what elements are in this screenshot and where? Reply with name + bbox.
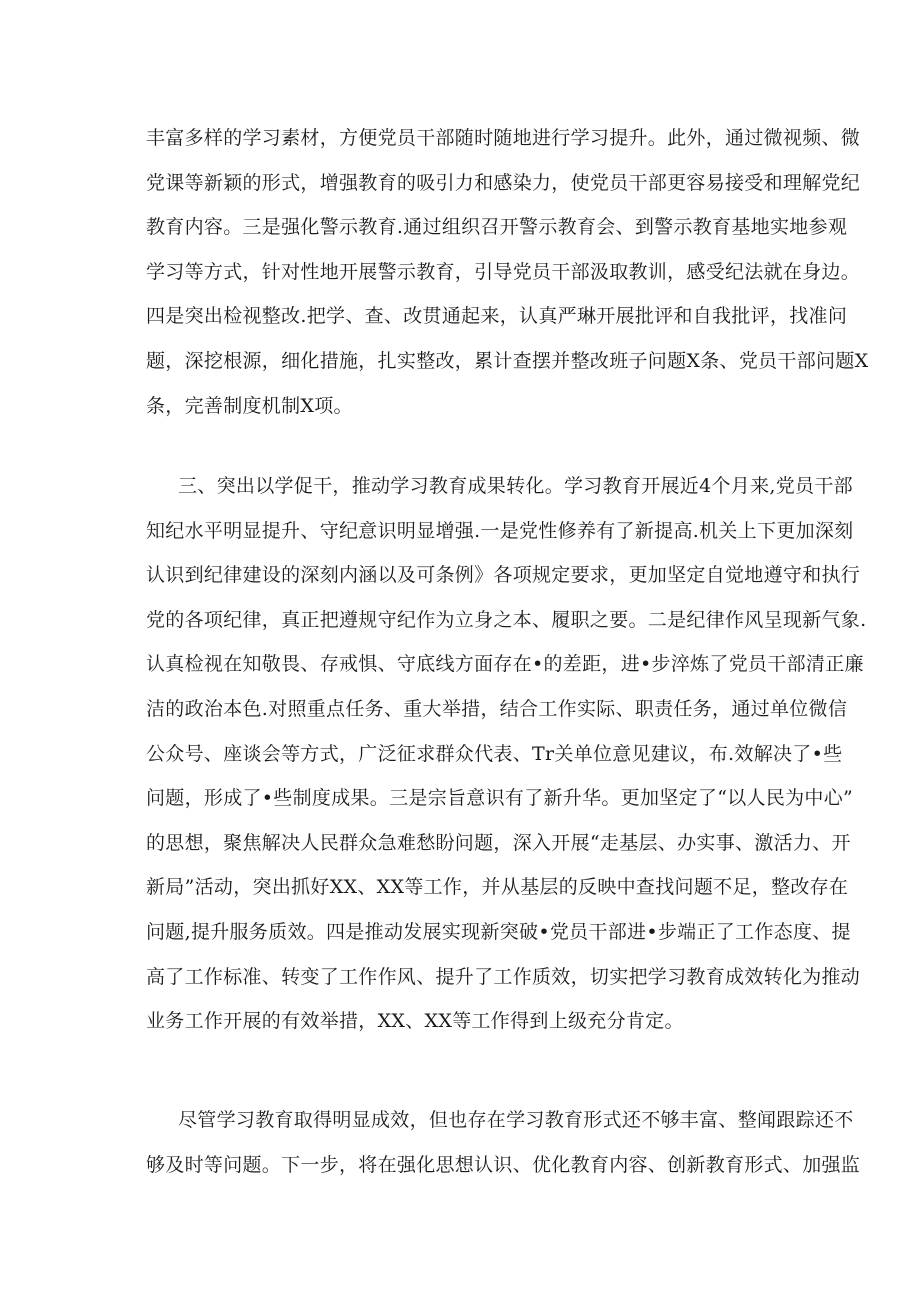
text-line: 尽管学习教育取得明显成效，但也存在学习教育形式还不够丰富、整闻跟踪还不 xyxy=(178,1109,854,1131)
text-line: 高了工作标准、转变了工作作风、提升了工作质效，切实把学习教育成效转化为推动 xyxy=(146,965,861,988)
text-line: 丰富多样的学习素材，方便党员干部随时随地进行学习提升。此外，通过微视频、微 xyxy=(146,127,861,149)
text-line: 条，完善制度机制X项。 xyxy=(146,394,353,417)
text-line: 题，深挖根源，细化措施，扎实整改，累计查摆并整改班子问题X条、党员干部问题X xyxy=(146,349,869,372)
text-line: 三、突出以学促干，推动学习教育成果转化。学习教育开展近4个月来,党员干部 xyxy=(178,475,853,497)
text-line: 够及时等问题。下一步，将在强化思想认识、优化教育内容、创新教育形式、加强监 xyxy=(146,1153,861,1176)
text-line: 教育内容。三是强化警示教育.通过组织召开警示教育会、到警示教育基地实地参观 xyxy=(146,216,848,239)
text-line: 学习等方式，针对性地开展警示教育，引导党员干部汲取教训，感受纪法就在身边。 xyxy=(146,260,861,283)
text-line: 认识到纪律建设的深刻内涵以及可条例》各项规定要求，更加坚定自觉地遵守和执行 xyxy=(146,564,861,587)
text-line: 问题,提升服务质效。四是推动发展实现新突破•党员干部进•步端正了工作态度、提 xyxy=(146,920,851,943)
text-line: 洁的政治本色.对照重点任务、重大举措，结合工作实际、职责任务，通过单位微信 xyxy=(146,697,848,720)
text-line: 党的各项纪律，真正把遵规守纪作为立身之本、履职之要。二是纪律作风呈现新气象. xyxy=(146,608,867,631)
text-line: 问题，形成了•些制度成果。三是宗旨意识有了新升华。更加坚定了“以人民为中心” xyxy=(146,787,854,810)
paragraph-3 xyxy=(146,1098,861,1187)
text-line: 新局”活动，突出抓好XX、XX等工作，并从基层的反映中查找问题不足，整改存在 xyxy=(146,876,849,899)
text-line: 公众号、座谈会等方式，广泛征求群众代表、Tr关单位意见建议，布.效解决了•些 xyxy=(146,742,843,765)
text-line: 的思想，聚焦解决人民群众急难愁盼问题，深入开展“走基层、办实事、激活力、开 xyxy=(146,831,851,854)
text-line: 党课等新颖的形式，增强教育的吸引力和感染力，使党员干部更容易接受和理解党纪 xyxy=(146,171,861,194)
paragraph-1 xyxy=(146,116,869,428)
text-line: 业务工作开展的有效举措，XX、XX等工作得到上级充分肯定。 xyxy=(146,1010,684,1033)
text-line: 知纪水平明显提升、守纪意识明显增强.一是党性修养有了新提高.机关上下更加深刻 xyxy=(146,519,854,542)
paragraph-2 xyxy=(146,464,867,1044)
text-line: 四是突出检视整改.把学、查、改贯通起来，认真严琳开展批评和自我批评，找准问 xyxy=(146,305,848,328)
text-line: 认真检视在知敬畏、存戒惧、守底线方面存在•的差距，进•步淬炼了党员干部清正廉 xyxy=(146,653,864,676)
